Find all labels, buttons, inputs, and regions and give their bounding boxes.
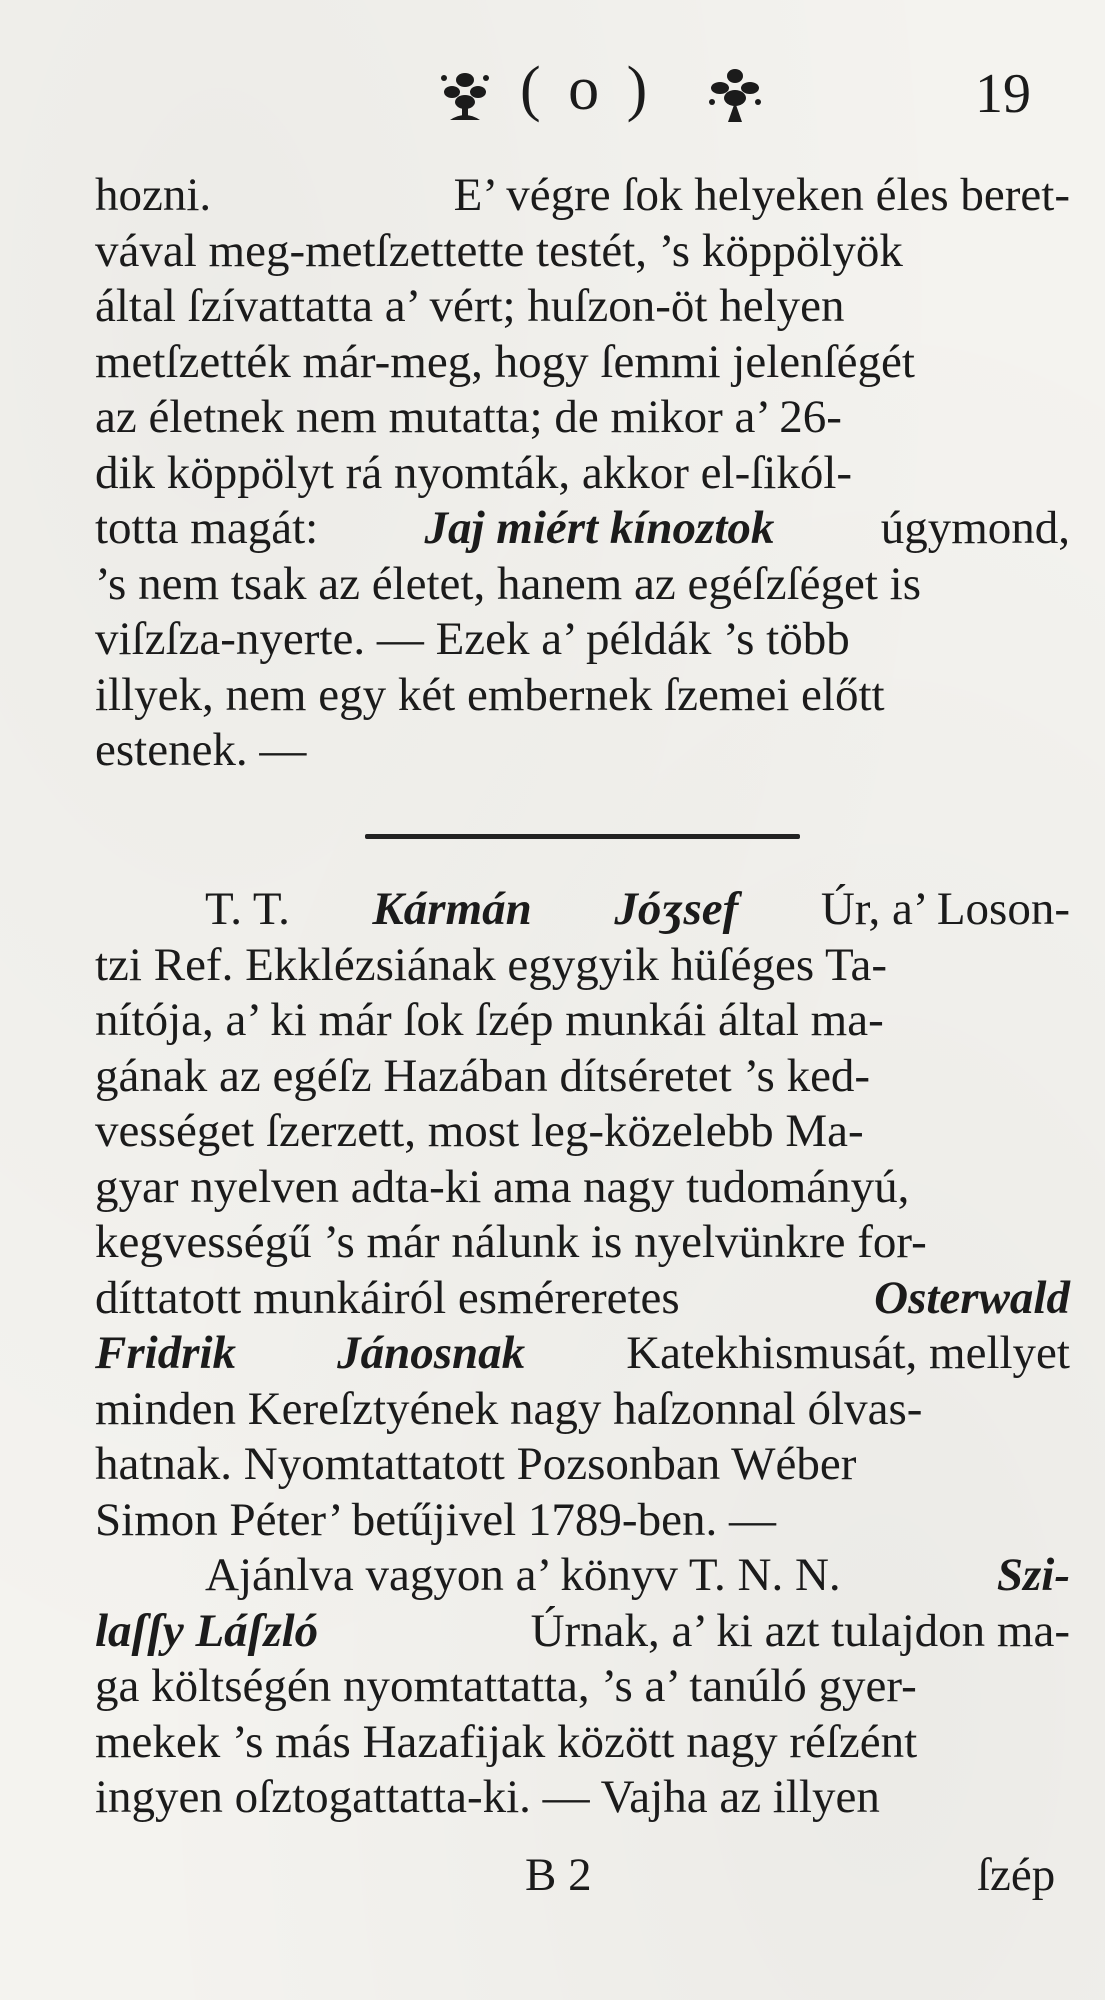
text-line: nítója, a’ ki már ſok ſzép munkái által ma-	[95, 994, 884, 1046]
text-line: vával meg-metſzettette testét, ’s köppölyök	[95, 224, 903, 277]
text-line: Fridrik Jánosnak Katekhismusát, mellyet	[95, 1326, 1070, 1382]
person-name: Jánosnak	[337, 1327, 526, 1379]
paragraph-1	[95, 168, 1070, 779]
catchword: ſzép	[977, 1849, 1056, 1901]
section-divider	[365, 834, 800, 839]
text-line: gyar nyelven adta-ki ama nagy tudományú,	[95, 1160, 910, 1213]
text-line: viſzſza-nyerte. — Ezek a’ példák ’s több	[95, 613, 850, 665]
person-name: Szi-	[996, 1549, 1070, 1601]
text-line: díttatott munkáiról esméreretes Osterwald	[95, 1271, 1070, 1327]
text-line: totta magát: Jaj miért kínoztok úgymond,	[95, 501, 1070, 557]
signature-mark: B 2	[525, 1849, 592, 1901]
text-line: laſſy Láſzló Úrnak, a’ ki azt tulajdon ma-	[95, 1604, 1070, 1660]
text-line: az életnek nem mutatta; de mikor a’ 26-	[95, 391, 842, 443]
text-line: kegvességű ’s már nálunk is nyelvünkre for-	[95, 1216, 927, 1268]
person-name: laſſy Láſzló	[95, 1604, 319, 1657]
text-line: hatnak. Nyomtattatott Pozsonban Wéber	[95, 1438, 857, 1490]
paragraph-2	[95, 882, 1070, 1826]
person-name: Fridrik	[95, 1327, 237, 1379]
text-line: T. T. Kármán Jóʒsef Úr, a’ Loson-	[95, 882, 1070, 938]
header-ornament-text: ( o )	[520, 55, 654, 123]
text-line: ingyen oſztogattatta-ki. — Vajha az illyen	[95, 1771, 880, 1823]
person-name: Kármán	[372, 883, 532, 935]
text-line: dik köppölyt rá nyomták, akkor el-ſikól-	[95, 446, 853, 499]
floral-ornament-icon	[430, 58, 500, 128]
person-name: Osterwald	[874, 1271, 1070, 1324]
text-line: illyek, nem egy két embernek ſzemei előtt	[95, 668, 885, 721]
text-line: által ſzívattatta a’ vért; huſzon-öt helyen	[95, 280, 845, 332]
running-header	[0, 48, 1105, 138]
person-name: Jóʒsef	[614, 883, 739, 935]
text-line: vességet ſzerzett, most leg-közelebb Ma-	[95, 1105, 864, 1157]
text-line: ga költségén nyomtattatta, ’s a’ tanúló gyer-	[95, 1660, 917, 1712]
floral-ornament-icon	[700, 58, 770, 128]
text-line: ’s nem tsak az életet, hanem az egéſzſéget is	[95, 557, 922, 610]
text-line: metſzették már-meg, hogy ſemmi jelenſégét	[95, 335, 915, 388]
text-line: gának az egéſz Hazában dítséretet ’s ked-	[95, 1049, 871, 1102]
page-footer	[0, 1848, 1105, 1908]
text-line: Ajánlva vagyon a’ könyv T. N. N. Szi-	[95, 1548, 1070, 1604]
text-line: hozni. E’ végre ſok helyeken éles beret-	[95, 169, 1070, 221]
text-line: minden Kereſztyének nagy haſzonnal ólvas-	[95, 1382, 923, 1435]
text-line: estenek. —	[95, 724, 307, 776]
text-line: mekek ’s más Hazafijak között nagy réſzént	[95, 1715, 918, 1768]
page-number: 19	[975, 63, 1031, 125]
text-line: Simon Péter’ betűjivel 1789-ben. —	[95, 1493, 776, 1546]
quoted-exclamation: Jaj miért kínoztok	[424, 502, 775, 554]
text-line: tzi Ref. Ekklézsiának egygyik hüſéges Ta-	[95, 938, 887, 991]
